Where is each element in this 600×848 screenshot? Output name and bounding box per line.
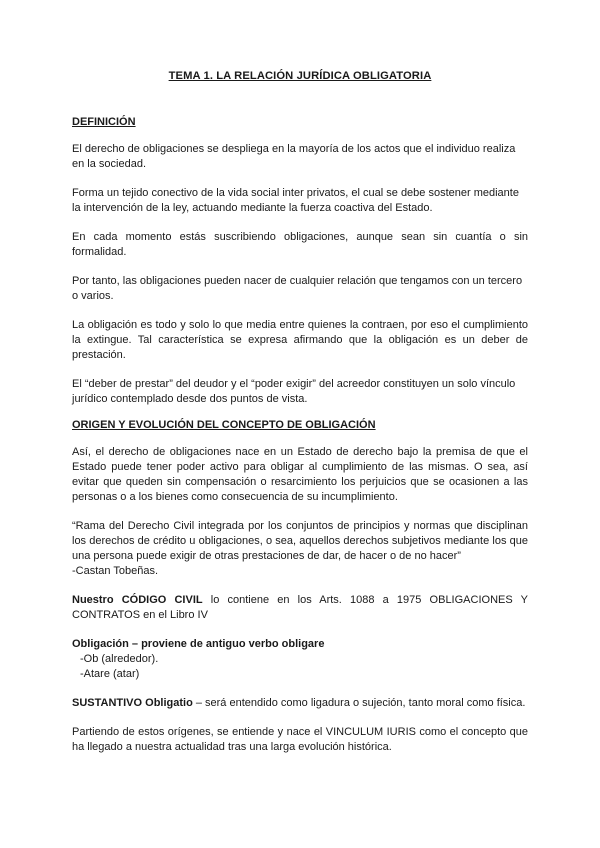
- obligacion-list: [72, 637, 528, 682]
- heading-origen: ORIGEN Y EVOLUCIÓN DEL CONCEPTO DE OBLIGACIÓN: [72, 419, 376, 431]
- sustantivo-paragraph: [72, 696, 528, 711]
- paragraph: El “deber de prestar” del deudor y el “poder exigir” del acreedor constituyen un solo vínculo jurídico contemplado desde dos puntos de vista.: [72, 378, 516, 405]
- list-item: -Atare (atar): [80, 668, 140, 680]
- obligacion-heading-text: Obligación – proviene de antiguo verbo obligare: [72, 638, 325, 650]
- codigo-text: lo contiene en los Arts. 1088 a 1975 OBLIGACIONES Y CONTRATOS en el Libro IV: [72, 594, 528, 621]
- quote-text: “Rama del Derecho Civil integrada por los conjuntos de principios y normas que disciplinan los derechos de crédito u obligaciones, o sea, aquellos derechos subjetivos mediante los que una persona puede exigir de otras prestaciones de dar, de hacer o de no hacer”: [72, 520, 528, 562]
- paragraph: El derecho de obligaciones se despliega en la mayoría de los actos que el individuo realiza en la sociedad.: [72, 143, 516, 170]
- sustantivo-text: – será entendido como ligadura o sujeción, tanto moral como física.: [192, 697, 526, 709]
- paragraph: Forma un tejido conectivo de la vida social inter privatos, el cual se debe sostener mediante la intervención de la ley, actuando mediante la fuerza coactiva del Estado.: [72, 187, 519, 214]
- document-title: TEMA 1. LA RELACIÓN JURÍDICA OBLIGATORIA: [168, 70, 432, 82]
- quote-block: [72, 519, 528, 579]
- obligacion-heading: [72, 637, 528, 652]
- sustantivo-bold: SUSTANTIVO Obligatio: [72, 697, 193, 709]
- codigo-bold: Nuestro CÓDIGO CIVIL: [72, 594, 203, 606]
- codigo-paragraph: [72, 593, 528, 623]
- paragraph: La obligación es todo y solo lo que media entre quienes la contraen, por eso el cumplimiento la extingue. Tal característica se expresa afirmando que la obligación es un deber de prestación.: [72, 319, 528, 361]
- paragraph: En cada momento estás suscribiendo obligaciones, aunque sean sin cuantía o sin formalidad.: [72, 231, 528, 258]
- paragraph: Así, el derecho de obligaciones nace en un Estado de derecho bajo la premisa de que el Estado puede tener poder activo para obligar al cumplimiento de las mismas. O sea, así evitar que queden sin compensación o resarcimiento los perjuicios que se ocasionen a las personas o a los bienes como consecuencia de su incumplimiento.: [72, 446, 528, 503]
- heading-definicion: DEFINICIÓN: [72, 116, 136, 128]
- list-item: -Ob (alrededor).: [80, 653, 159, 665]
- quote-author: -Castan Tobeñas.: [72, 565, 159, 577]
- final-paragraph: Partiendo de estos orígenes, se entiende y nace el VINCULUM IURIS como el concepto que ha llegado a nuestra actualidad tras una larga evolución histórica.: [72, 726, 528, 753]
- paragraph: Por tanto, las obligaciones pueden nacer de cualquier relación que tengamos con un tercero o varios.: [72, 275, 523, 302]
